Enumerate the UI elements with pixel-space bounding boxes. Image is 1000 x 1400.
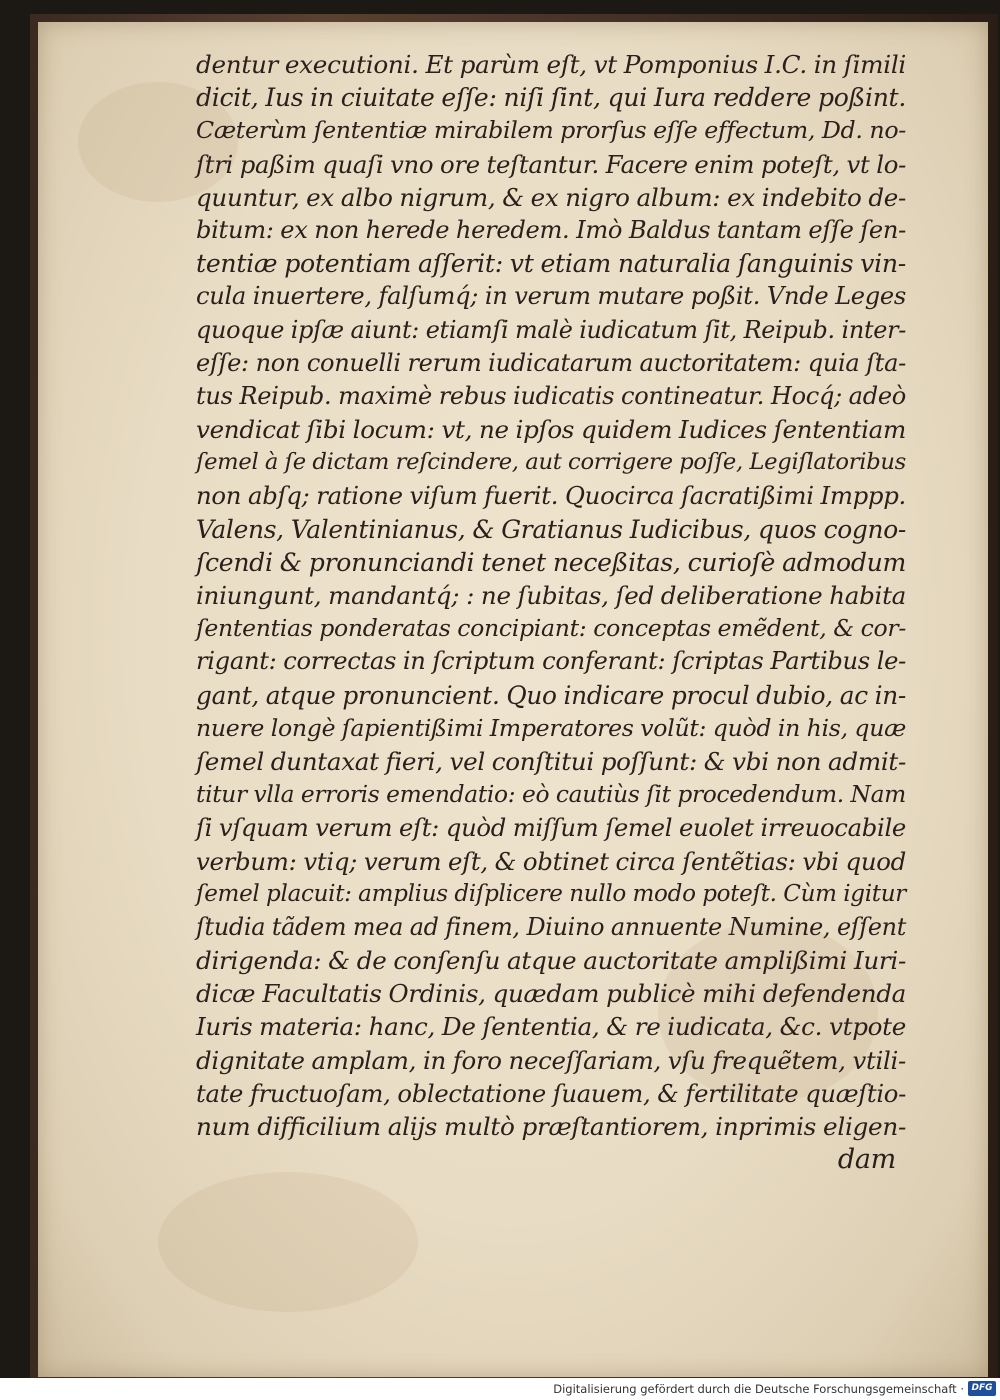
text-line: eſſe: non conuelli rerum iudicatarum auctoritatem: quia ſta- [196, 348, 906, 377]
text-line: num difficilium alijs multò præſtantiorem, inprimis eligen- [196, 1112, 906, 1141]
text-line: ſemel à ſe dictam reſcindere, aut corrigere poſſe, Legiſlatoribus [196, 449, 906, 476]
body-text [196, 48, 906, 1176]
text-line: bitum: ex non herede heredem. Imò Baldus tantam eſſe ſen- [196, 215, 906, 244]
text-line: Valens, Valentinianus, & Gratianus Iudicibus, quos cogno- [196, 514, 906, 544]
text-line: ſcendi & pronunciandi tenet neceßitas, curioſè admodum [196, 547, 906, 577]
text-line: ſemel duntaxat fieri, vel conſtitui poſſunt: & vbi non admit- [196, 746, 906, 776]
dfg-logo-icon: DFG [968, 1381, 996, 1396]
text-line: nuere longè ſapientißimi Imperatores volũt: quòd in his, quæ [196, 713, 906, 742]
catchword: dam [837, 1144, 896, 1176]
text-line: tate fructuoſam, oblectatione ſuauem, & fertilitate quæſtio- [196, 1078, 906, 1108]
text-line: Cæterùm ſententiæ mirabilem prorſus eſſe effectum, Dd. no- [196, 116, 906, 145]
text-line: titur vlla erroris emendatio: eò cautiùs ſit procedendum. Nam [196, 781, 906, 809]
text-line: ſi vſquam verum eſt: quòd miſſum ſemel euolet irreuocabile [196, 813, 906, 843]
text-line: tentiæ potentiam aſſerit: vt etiam naturalia ſanguinis vin- [196, 249, 906, 279]
text-line: Iuris materia: hanc, De ſententia, & re iudicata, &c. vtpote [196, 1012, 906, 1042]
text-line: dirigenda: & de conſenſu atque auctoritate amplißimi Iuri- [196, 946, 906, 976]
paper-stain [158, 1172, 418, 1312]
digitization-footer [0, 1378, 1000, 1400]
text-line: rigant: correctas in ſcriptum conferant: ſcriptas Partibus le- [196, 647, 906, 676]
text-line: ſtudia tãdem mea ad finem, Diuino annuente Numine, eſſent [196, 912, 906, 941]
text-line: gant, atque pronuncient. Quo indicare procul dubio, ac in- [196, 680, 906, 710]
text-line: vendicat ſibi locum: vt, ne ipſos quidem Iudices ſententiam [196, 415, 906, 445]
book-page [38, 22, 988, 1377]
text-line: iniungunt, mandantq́; : ne ſubitas, ſed deliberatione habita [196, 581, 906, 610]
text-line: dignitate amplam, in foro neceſſariam, vſu frequẽtem, vtili- [196, 1045, 906, 1075]
text-line: quoque ipſæ aiunt: etiamſi malè iudicatum ſit, Reipub. inter- [196, 315, 906, 344]
text-line: tus Reipub. maximè rebus iudicatis contineatur. Hocq́; adeò [196, 381, 906, 410]
text-line: cula inuertere, falſumq́; in verum mutare poßit. Vnde Leges [196, 282, 906, 311]
text-line: dicit, Ius in ciuitate eſſe: niſi ſint, qui Iura reddere poßint. [196, 83, 906, 113]
text-line: verbum: vtiq; verum eſt, & obtinet circa ſentẽtias: vbi quod [196, 846, 906, 876]
text-line: ſententias ponderatas concipiant: conceptas emẽdent, & cor- [196, 614, 906, 643]
text-line: quuntur, ex albo nigrum, & ex nigro album: ex indebito de- [196, 182, 906, 212]
text-line: ſemel placuit: amplius diſplicere nullo modo poteſt. Cùm igitur [196, 880, 906, 907]
funding-credit: Digitalisierung gefördert durch die Deutsche Forschungsgemeinschaft · [553, 1382, 964, 1396]
text-line: dentur executioni. Et parùm eſt, vt Pomponius I.C. in ſimili [196, 50, 906, 79]
text-line: dicæ Facultatis Ordinis, quædam publicè mihi defendenda [196, 979, 906, 1009]
text-line: non abſq; ratione viſum fuerit. Quocirca ſacratißimi Imppp. [196, 481, 906, 511]
text-line: ſtri paßim quaſi vno ore teſtantur. Facere enim poteſt, vt lo- [196, 149, 906, 179]
